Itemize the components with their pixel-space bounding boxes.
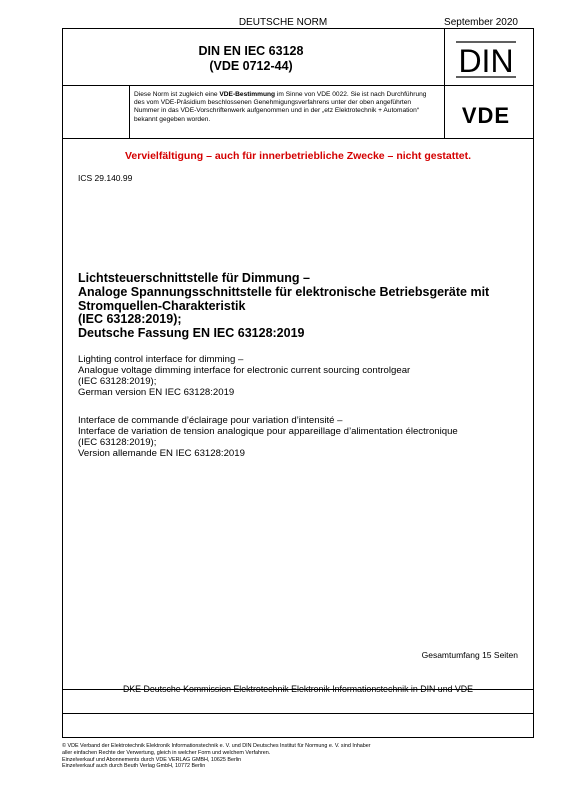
title-line: German version EN IEC 63128:2019	[78, 387, 235, 398]
french-title	[78, 415, 528, 459]
title-line: Deutsche Fassung EN IEC 63128:2019	[78, 326, 305, 341]
standard-number: DIN EN IEC 63128	[198, 44, 304, 58]
title-line: (IEC 63128:2019);	[78, 376, 157, 387]
standard-number-block	[66, 44, 436, 74]
title-line: Analoge Spannungsschnittstelle für elektronische Betriebsgeräte mit	[78, 284, 490, 299]
german-title	[78, 272, 528, 341]
din-logo-text: DIN	[458, 43, 514, 78]
footer-line: Einzelverkauf und Abonnements durch VDE VERLAG GMBH, 10625 Berlin	[62, 756, 242, 763]
title-line: Lichtsteuerschnittstelle für Dimmung –	[78, 271, 310, 285]
dke-commission: DKE Deutsche Kommission Elektrotechnik Elektronik Informationstechnik in DIN und VDE	[122, 684, 474, 694]
note-column-divider	[129, 85, 130, 138]
divider-line	[63, 138, 533, 139]
vde-logo	[450, 104, 522, 126]
title-line: Stromquellen-Charakteristik	[78, 298, 246, 313]
footer-line: aller einfachen Rechte der Verwertung, gleich in welcher Form und welchem Verfahren.	[62, 749, 271, 756]
publication-date: September 2020	[444, 17, 518, 28]
ics-code: ICS 29.140.99	[78, 173, 133, 183]
footer-line: © VDE Verband der Elektrotechnik Elektronik Informationstechnik e. V. und DIN Deutsches Institut für Normung e. V. sind Inhaber	[62, 743, 371, 749]
reproduction-notice: Vervielfältigung – auch für innerbetriebliche Zwecke – nicht gestattet.	[124, 150, 471, 162]
title-line: Interface de variation de tension analogique pour appareillage d’alimentation électronique	[78, 426, 458, 437]
copyright-footer	[62, 743, 532, 770]
title-line: Interface de commande d’éclairage pour variation d’intensité –	[78, 415, 343, 426]
document-type-label: DEUTSCHE NORM	[238, 17, 328, 28]
din-logo	[450, 40, 522, 78]
title-line: (IEC 63128:2019);	[78, 312, 182, 327]
total-pages: Gesamtumfang 15 Seiten	[421, 650, 518, 660]
vde-logo-text: VDE	[461, 104, 511, 126]
logo-column-divider	[444, 29, 445, 138]
title-line: Version allemande EN IEC 63128:2019	[78, 448, 245, 459]
vde-determination-note: Diese Norm ist zugleich eine VDE-Bestimmung im Sinne von VDE 0022. Sie ist nach Durchführung des vom VDE-Präsidium beschlossenen Genehmigungsverfahrens unter der oben angeführten Nummer in das VDE-Vorschriftenwerk aufgenommen und in der „etz Elektrotechnik + Automation“ bekannt gegeben worden.	[134, 91, 427, 123]
footer-line: Einzelverkauf auch durch Beuth Verlag GmbH, 10772 Berlin	[62, 763, 206, 770]
vde-classification: (VDE 0712-44)	[209, 59, 293, 73]
divider-line	[63, 85, 533, 86]
english-title	[78, 354, 528, 398]
title-line: Lighting control interface for dimming –	[78, 354, 244, 365]
divider-line	[63, 713, 533, 714]
title-line: Analogue voltage dimming interface for electronic current sourcing controlgear	[78, 365, 411, 376]
title-line: (IEC 63128:2019);	[78, 437, 157, 448]
